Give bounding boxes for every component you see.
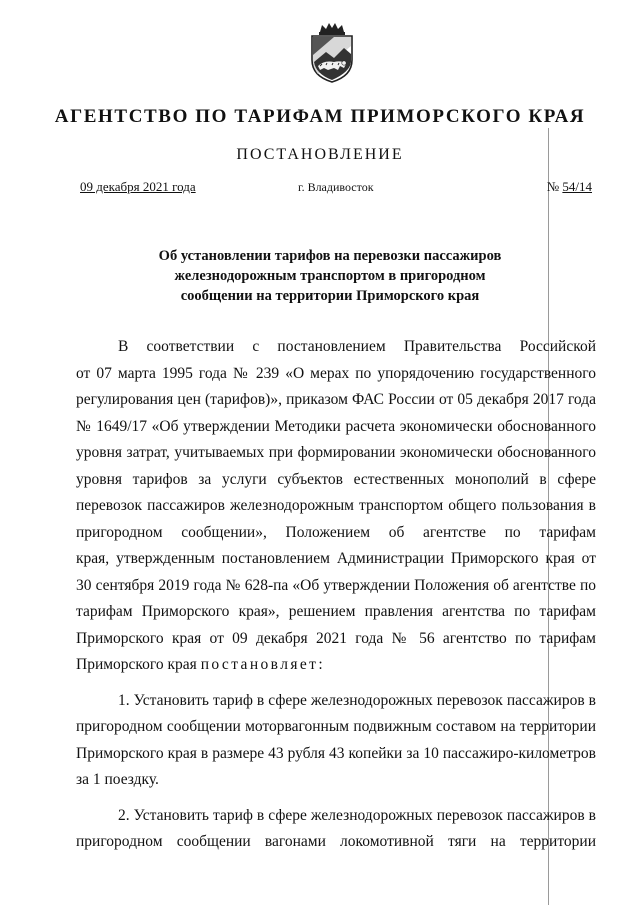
document-title	[120, 246, 540, 306]
body-line: края, утвержденным постановлением Администрации Приморского края от	[76, 550, 596, 567]
resolution-word: постановляет:	[200, 656, 326, 673]
number-sign: №	[546, 179, 560, 194]
agency-title: АГЕНТСТВО ПО ТАРИФАМ ПРИМОРСКОГО КРАЯ	[54, 106, 586, 127]
body-line: 2. Установить тариф в сфере железнодорожных перевозок пассажиров в	[118, 806, 596, 824]
document-type: ПОСТАНОВЛЕНИЕ	[236, 146, 404, 163]
document-body	[76, 334, 596, 856]
document-city: г. Владивосток	[298, 180, 374, 194]
body-line: уровня тарифов за услуги субъектов естественных монополий в сфере	[76, 470, 596, 488]
body-line: регулирования цен (тарифов)», приказом ФАС России от 05 декабря 2017 года	[76, 391, 596, 408]
coat-of-arms-icon	[304, 22, 360, 84]
body-line-last	[76, 652, 596, 679]
body-line: пригородном сообщении моторвагонным подвижным составом на территории	[76, 718, 596, 735]
body-line: пригородном сообщении вагонами локомотивной тяги на территории	[76, 833, 596, 850]
body-line: за 1 поездку.	[76, 771, 159, 788]
body-line: Приморского края в размере 43 рубля 43 копейки за 10 пассажиро-километров	[76, 744, 596, 762]
body-line: Приморского края от 09 декабря 2021 года № 56 агентство по тарифам	[76, 629, 596, 647]
body-line: пригородном сообщении», Положением об агентстве по тарифам	[76, 523, 596, 541]
body-line: № 1649/17 «Об утверждении Методики расчета экономически обоснованного	[76, 417, 596, 435]
body-line: тарифам Приморского края», решением правления агентства по тарифам	[76, 603, 596, 620]
document-number	[547, 179, 592, 195]
body-line: 30 сентября 2019 года № 628-па «Об утверждении Положения об агентстве по	[76, 576, 596, 594]
body-text: Приморского края	[76, 656, 197, 673]
body-line: В соответствии с постановлением Правительства Российской	[118, 338, 596, 355]
body-line: перевозок пассажиров железнодорожным транспортом общего пользования в	[76, 497, 596, 514]
title-line: железнодорожным транспортом в пригородном	[174, 268, 486, 284]
title-line: Об установлении тарифов на перевозки пассажиров	[158, 248, 502, 264]
document-date: 09 декабря 2021 года	[80, 179, 196, 194]
body-line: 1. Установить тариф в сфере железнодорожных перевозок пассажиров в	[118, 691, 596, 709]
body-line: от 07 марта 1995 года № 239 «О мерах по упорядочению государственного	[76, 364, 596, 382]
number-value: 54/14	[562, 179, 592, 194]
title-line: сообщении на территории Приморского края	[180, 288, 480, 304]
body-line: уровня затрат, учитываемых при формировании экономически обоснованного	[76, 444, 596, 461]
